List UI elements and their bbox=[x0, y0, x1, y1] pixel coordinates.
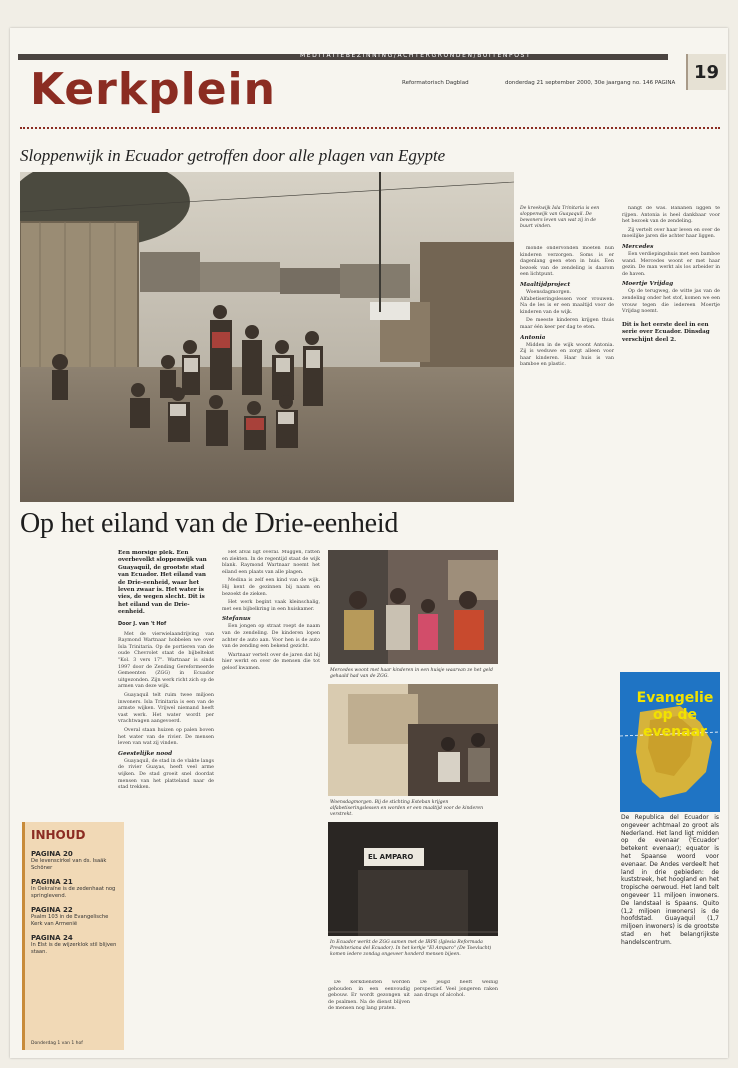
inhoud-text: In Elst is de wijzerklok stil blijven staan. bbox=[31, 942, 117, 955]
paragraph: Zij vertelt over haar leven en over de moeilijke jaren die achter haar liggen. bbox=[622, 227, 720, 240]
dotted-rule bbox=[20, 127, 720, 129]
inhoud-item[interactable] bbox=[31, 850, 118, 872]
map-title-line: op de bbox=[652, 707, 698, 723]
series-note: Dit is het eerste deel in een serie over Ecuador. Dinsdag verschijnt deel 2. bbox=[622, 321, 710, 343]
map-title bbox=[630, 690, 720, 741]
paragraph: Het werk begint vaak kleinschalig, met een bijbelkring in een huiskamer. bbox=[222, 600, 320, 612]
dateline: donderdag 21 september 2000, 30e jaargang no. 146 PAGINA bbox=[505, 80, 676, 86]
byline: Door J. van 't Hof bbox=[118, 620, 167, 627]
article-column-1 bbox=[118, 550, 214, 1018]
paragraph: Woensdagmorgen. Alfabetiseringslessen voor vrouwen. Na de les is er een maaltijd voor de kinderen van de wijk. bbox=[520, 289, 614, 315]
paragraph: Het afval ligt overal. Muggen, ratten en ziekten. In de regentijd staat de wijk blank. Raymond Wartnaar noemt het eiland een plaats van alle plagen. bbox=[222, 550, 320, 575]
article-column-4 bbox=[328, 980, 410, 1020]
inhoud-box bbox=[22, 822, 124, 1050]
inhoud-text: In Oekraïne is de zedenhaat nog springlevend. bbox=[31, 886, 116, 899]
photo-school bbox=[328, 684, 498, 796]
subhead-mercedes: Mercedes bbox=[622, 243, 654, 250]
article-column-4b bbox=[414, 980, 498, 1020]
caption-3: In Ecuador werkt de ZGG samen met de IRPE (Iglesia Reformada Presbiteriana del Ecuador). In het kerkje "El Amparo" (De Toevlucht) komen iedere zondag ongeveer honderd mensen bijeen. bbox=[330, 940, 492, 957]
paragraph: De kerkdiensten worden gehouden in een eenvoudig gebouw. Er wordt gezongen uit de psalmen. Na de dienst blijven de mensen nog lang praten. bbox=[328, 980, 410, 1012]
paragraph: monde ondervonden moeten hun kinderen verzorgen. Soms is er dagenlang geen eten in huis. Een bezoek van de zendeling is daarom een lichtpunt. bbox=[520, 246, 614, 278]
paragraph: Guayaquil telt ruim twee miljoen inwoners. Isla Trinitaria is een van de armste wijken. Vrijwel niemand heeft vast werk. Het water wordt per vrachtwagen aangevoerd. bbox=[118, 693, 214, 725]
photo-church bbox=[328, 822, 498, 936]
church-photo bbox=[328, 822, 498, 936]
inhoud-page: PAGINA 22 bbox=[31, 906, 73, 914]
paper-name: Reformatorisch Dagblad bbox=[402, 80, 469, 86]
deck-headline: Sloppenwijk in Ecuador getroffen door alle plagen van Egypte bbox=[20, 146, 446, 165]
paragraph: Midden in de wijk woont Antonia. Zij is weduwe en zorgt alleen voor haar kinderen. Haar huis is van bamboe en plastic. bbox=[520, 342, 614, 368]
paragraph: Een verdiepingshuis met een bamboe wand. Mercedes woont er met haar gezin. De man werkt als los arbeider in de haven. bbox=[622, 251, 720, 277]
ecuador-facts: De Republica del Ecuador is ongeveer achtmaal zo groot als Nederland. Het land ligt midden op de evenaar ('Ecuador' betekent evenaar); equator is het Spaanse woord voor evenaar. De Andes verdeelt het land in drie gebieden: de kuststreek, het hoogland en het tropische oerwoud. Het land telt ongeveer 11 miljoen inwoners. De landstaal is Spaans. Quito (1,2 miljoen inwoners) is de hoofdstad. Guayaquil (1,7 miljoen inwoners) is de grootste stad en het belangrijkste handelscentrum. bbox=[621, 814, 719, 946]
main-photo bbox=[20, 172, 514, 502]
inhoud-title: INHOUD bbox=[31, 828, 86, 842]
caption-1: Mercedes woont met haar kinderen in een huisje waarvan ze het geld gehaald had van de ZGG. bbox=[330, 668, 493, 679]
subhead-maaltijd: Maaltijdproject bbox=[520, 281, 571, 288]
inhoud-text: De levenscirkel van ds. Isaäk Schöner bbox=[31, 858, 107, 871]
inhoud-page: PAGINA 21 bbox=[31, 878, 73, 886]
subhead-vrijdag: Moertje Vrijdag bbox=[622, 281, 674, 288]
subhead-antonia: Antonia bbox=[520, 334, 546, 341]
church-sign: EL AMPARO bbox=[368, 853, 414, 861]
map-title-line: Evangelie bbox=[636, 690, 714, 706]
article-column-5 bbox=[520, 246, 614, 1020]
paragraph: Met de vierwielaandrijving van Raymond Wartnaar hobbelen we over Isla Trinitaria. Op de portieren van de oude Chevrolet staat de bijbeltekst "Kol. 3 vers 17". Wartnaar is sinds 1997 door de Zending Gereformeerde Gemeenten (ZGG) in Ecuador uitgezonden. Zijn werk richt zich op de armen van deze wijk. bbox=[118, 631, 214, 690]
paragraph: De jeugd heeft weinig perspectief. Veel jongeren raken aan drugs of alcohol. bbox=[414, 980, 498, 999]
paragraph: Medina is zelf een kind van de wijk. Hij kent de gezinnen bij naam en bezoekt de zieken. bbox=[222, 578, 320, 597]
inhoud-item[interactable] bbox=[31, 934, 118, 956]
paragraph: De meeste kinderen krijgen thuis maar één keer per dag te eten. bbox=[520, 318, 614, 330]
subhead-stefanus: Stefanus bbox=[222, 616, 251, 623]
section-strip: MEDITATIEBEZINNING/ACHTERGRONDEN/BUITENPOST bbox=[300, 52, 532, 59]
slum-street-photo bbox=[20, 172, 514, 502]
page-number: 19 bbox=[694, 62, 720, 83]
paragraph: hangt de was. Bananen liggen te rijpen. Antonia is heel dankbaar voor het bezoek van de zendeling. bbox=[622, 206, 720, 225]
masthead: Kerkplein bbox=[30, 64, 276, 115]
paragraph: Wartnaar vertelt over de jaren dat hij hier werkt en over de mensen die tot geloof kwamen. bbox=[222, 652, 320, 671]
caption-2: Woensdagmorgen. Bij de stichting Esteban krijgen alfabetiseringslessen en worden er een maaltijd voor de kinderen verstrekt. bbox=[330, 800, 484, 817]
article-headline: Op het eiland van de Drie-eenheid bbox=[20, 508, 399, 539]
map-title-line: evenaar bbox=[643, 724, 707, 740]
inhoud-item[interactable] bbox=[31, 878, 118, 900]
photo-mercedes bbox=[328, 550, 498, 664]
article-lead: Een morsige plek. Een overbevolkt sloppenwijk van Guayaquil, de grootste stad van Ecuador. Het eiland van de Drie-eenheid, waar het leven zwaar is. Het water is vies, de wegen slecht. Dit is het eiland van de Drie-eenheid. bbox=[118, 550, 207, 616]
paragraph: Op de terugweg, de witte jas van de zendeling onder het stof, komen we een vrouw tegen die iedereen Moertje Vrijdag noemt. bbox=[622, 289, 720, 315]
inhoud-page: PAGINA 24 bbox=[31, 934, 73, 942]
article-column-6 bbox=[622, 206, 720, 666]
classroom-photo bbox=[328, 684, 498, 796]
paragraph: Overal staan huizen op palen boven het water van de rivier. De mensen leven van wat zij vinden. bbox=[118, 727, 214, 747]
main-photo-caption: De kreekwijk Isla Trinitaria is een sloppenwijk van Guayaquil. De bewoners leven van wat zij in de buurt vinden. bbox=[520, 206, 600, 229]
family-photo bbox=[328, 550, 498, 664]
paragraph: Een jongen op straat roept de naam van de zendeling. De kinderen lopen achter de auto aan. Voor hen is de auto van de zending een bekend gezicht. bbox=[222, 624, 320, 650]
article-column-2 bbox=[222, 550, 320, 1018]
paragraph: Guayaquil, de stad in de vlakte langs de rivier Guayas, heeft veel arme wijken. De stad groeit snel doordat mensen van het platteland naar de stad trekken. bbox=[118, 758, 214, 791]
inhoud-footnote: Donderdag 1 van 1 hof bbox=[31, 1041, 83, 1046]
subhead-geestelijke: Geestelijke nood bbox=[118, 750, 173, 757]
inhoud-text: Psalm 103 in de Evangelische Kerk van Armenië bbox=[31, 914, 109, 927]
inhoud-item[interactable] bbox=[31, 906, 118, 928]
inhoud-page: PAGINA 20 bbox=[31, 850, 73, 858]
